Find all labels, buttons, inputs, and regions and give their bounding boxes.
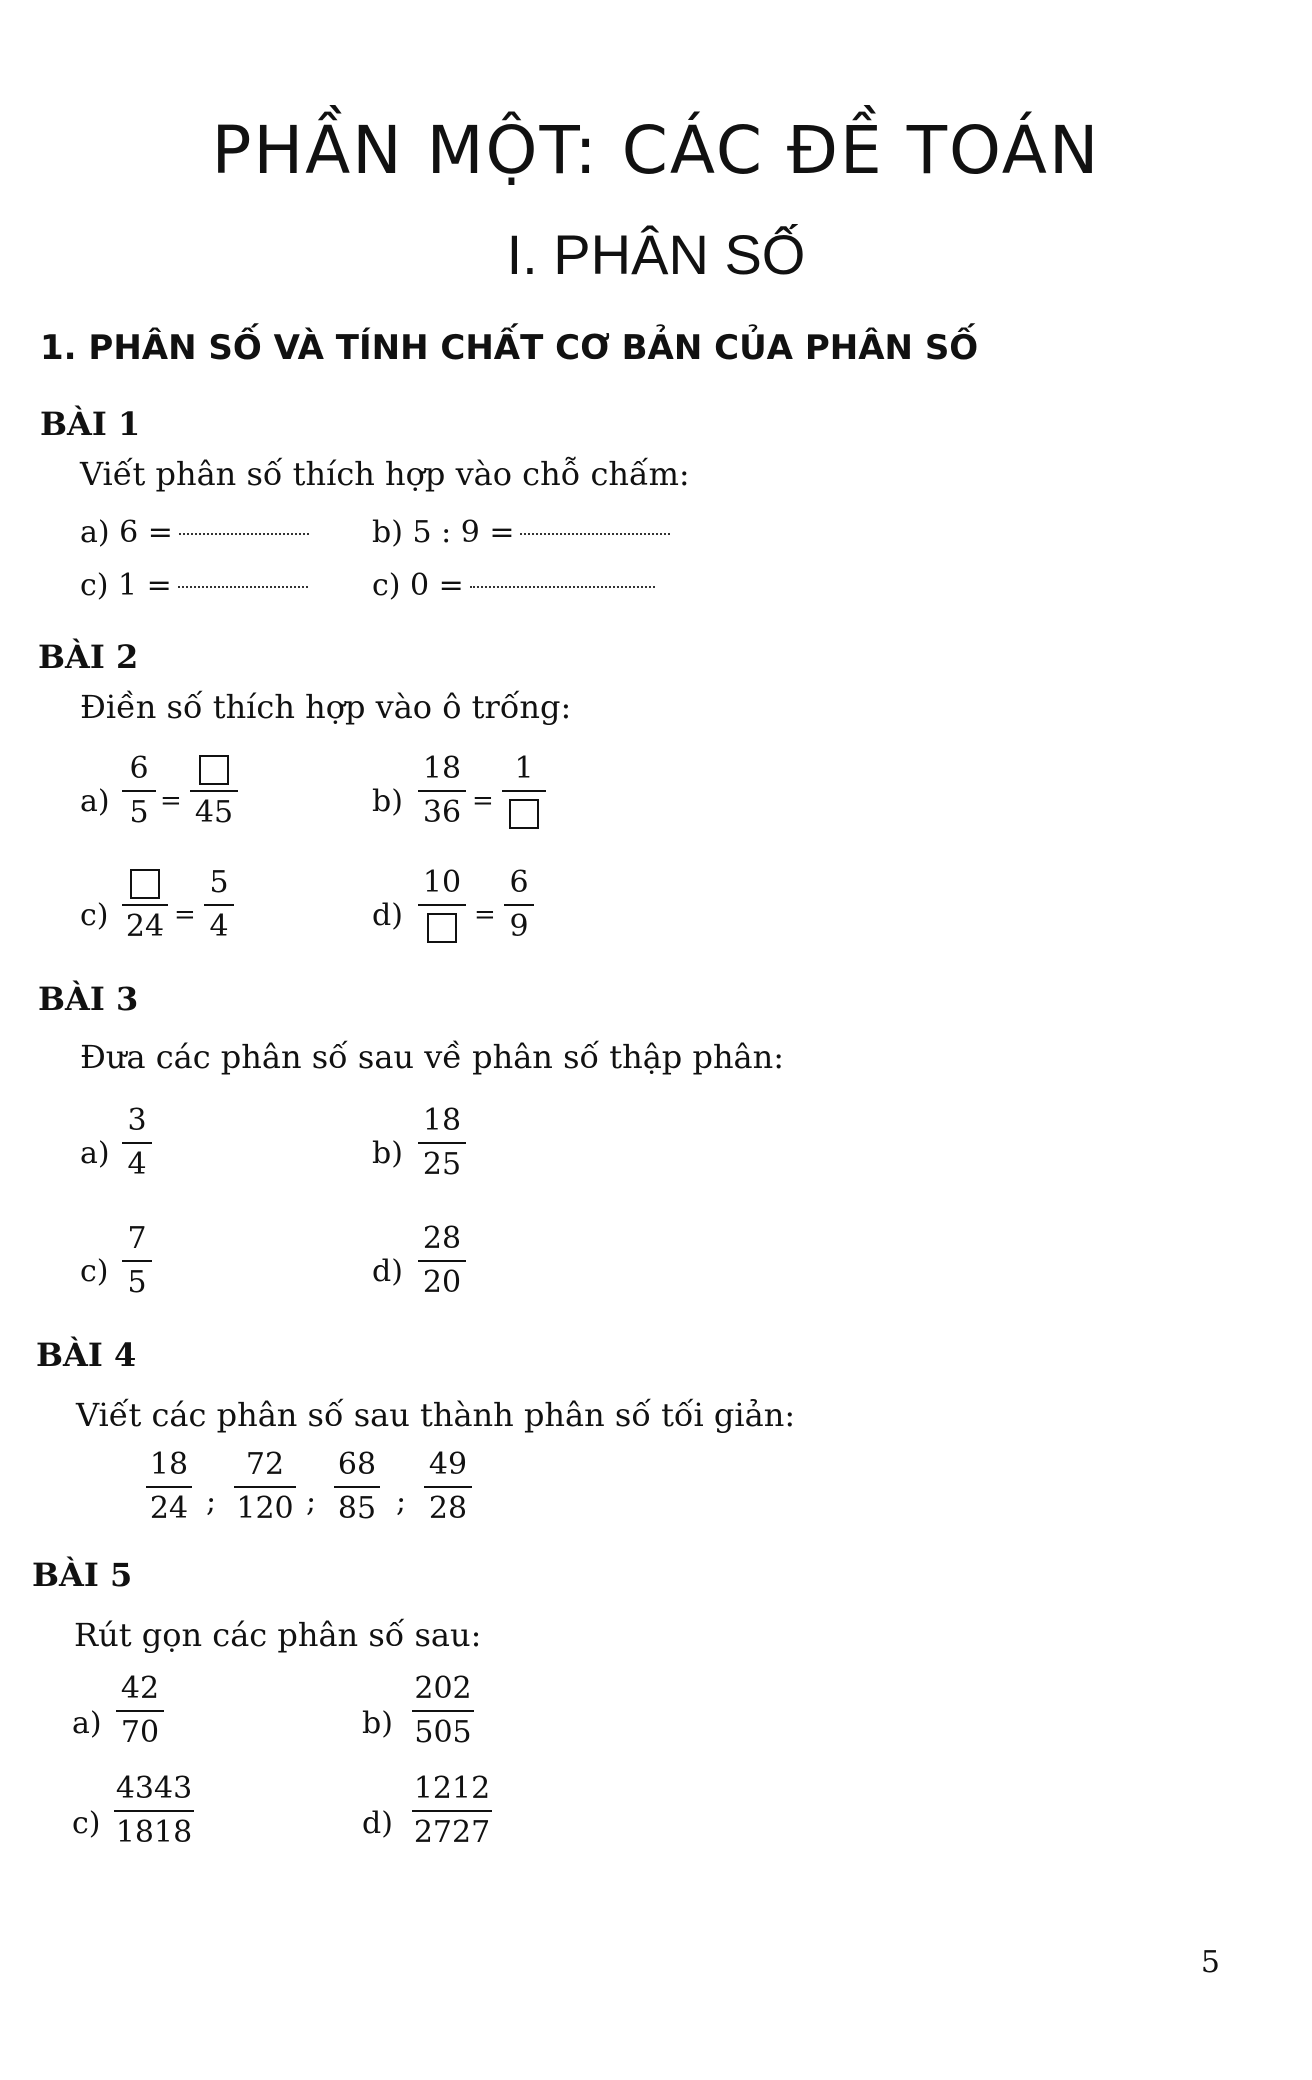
fraction: 202 505 [412, 1672, 474, 1750]
exercise-1-item-d: c) 0 = [372, 568, 655, 603]
equals-sign: = [472, 786, 494, 816]
exercise-2-label-c: c) [80, 898, 109, 933]
exercise-3-label-b: b) [372, 1136, 403, 1171]
fraction: 7 5 [122, 1222, 152, 1300]
exercise-5-label-a: a) [72, 1706, 102, 1741]
empty-box[interactable] [509, 799, 539, 829]
blank-dots [470, 586, 655, 588]
exercise-5-label-c: c) [72, 1806, 101, 1841]
exercise-1-item-b: b) 5 : 9 = [372, 515, 670, 550]
chapter-title: I. PHÂN SỐ [506, 223, 806, 286]
exercise-5-label-d: d) [362, 1806, 393, 1841]
exercise-2-title: BÀI 2 [38, 638, 139, 676]
exercise-2-label-b: b) [372, 784, 403, 819]
blank-dots [179, 533, 309, 535]
equals-sign: = [160, 786, 182, 816]
fraction: 5 4 [204, 866, 234, 944]
fraction: 18 24 [146, 1448, 192, 1526]
fraction: 18 36 [418, 752, 466, 830]
fraction: 4343 1818 [115, 1771, 193, 1850]
exercise-4-title: BÀI 4 [36, 1336, 137, 1374]
blank-dots [520, 533, 670, 535]
exercise-5-title: BÀI 5 [32, 1556, 133, 1594]
equals-sign: = [474, 900, 496, 930]
separator: ; [396, 1484, 407, 1519]
section-title: 1. PHÂN SỐ VÀ TÍNH CHẤT CƠ BẢN CỦA PHÂN SỐ [40, 328, 979, 368]
page-number: 5 [1200, 1945, 1220, 1980]
exercise-2-instruction: Điền số thích hợp vào ô trống: [80, 688, 572, 726]
fraction: 1212 2727 [413, 1771, 491, 1850]
exercise-1-instruction: Viết phân số thích hợp vào chỗ chấm: [80, 455, 690, 493]
exercise-3-instruction: Đưa các phân số sau về phân số thập phân: [80, 1038, 785, 1076]
exercise-3-label-d: d) [372, 1254, 403, 1289]
fraction: 6 9 [504, 866, 534, 944]
exercise-3-label-a: a) [80, 1136, 110, 1171]
exercise-5-label-b: b) [362, 1706, 393, 1741]
fraction: 18 25 [418, 1104, 466, 1182]
equals-sign: = [174, 900, 196, 930]
separator: ; [206, 1484, 217, 1519]
empty-box[interactable] [130, 869, 160, 899]
fraction: 24 [122, 866, 168, 944]
fraction: 1 [502, 752, 546, 830]
exercise-2-label-d: d) [372, 898, 403, 933]
fraction: 72 120 [234, 1448, 296, 1526]
fraction: 3 4 [122, 1104, 152, 1182]
fraction: 10 [418, 866, 466, 944]
exercise-1-item-c: c) 1 = [80, 568, 308, 603]
exercise-4-instruction: Viết các phân số sau thành phân số tối giản: [76, 1396, 796, 1434]
fraction: 68 85 [334, 1448, 380, 1526]
fraction: 49 28 [424, 1448, 472, 1526]
fraction: 45 [190, 752, 238, 830]
exercise-1-title: BÀI 1 [40, 405, 141, 443]
separator: ; [306, 1484, 317, 1519]
empty-box[interactable] [427, 913, 457, 943]
exercise-3-label-c: c) [80, 1254, 109, 1289]
fraction: 28 20 [418, 1222, 466, 1300]
empty-box[interactable] [199, 755, 229, 785]
exercise-3-title: BÀI 3 [38, 980, 139, 1018]
exercise-5-instruction: Rút gọn các phân số sau: [74, 1616, 482, 1654]
fraction: 6 5 [122, 752, 156, 830]
part-title: PHẦN MỘT: CÁC ĐỀ TOÁN [211, 112, 1101, 189]
fraction: 42 70 [116, 1672, 164, 1750]
blank-dots [178, 586, 308, 588]
exercise-2-label-a: a) [80, 784, 110, 819]
exercise-1-item-a: a) 6 = [80, 515, 309, 550]
